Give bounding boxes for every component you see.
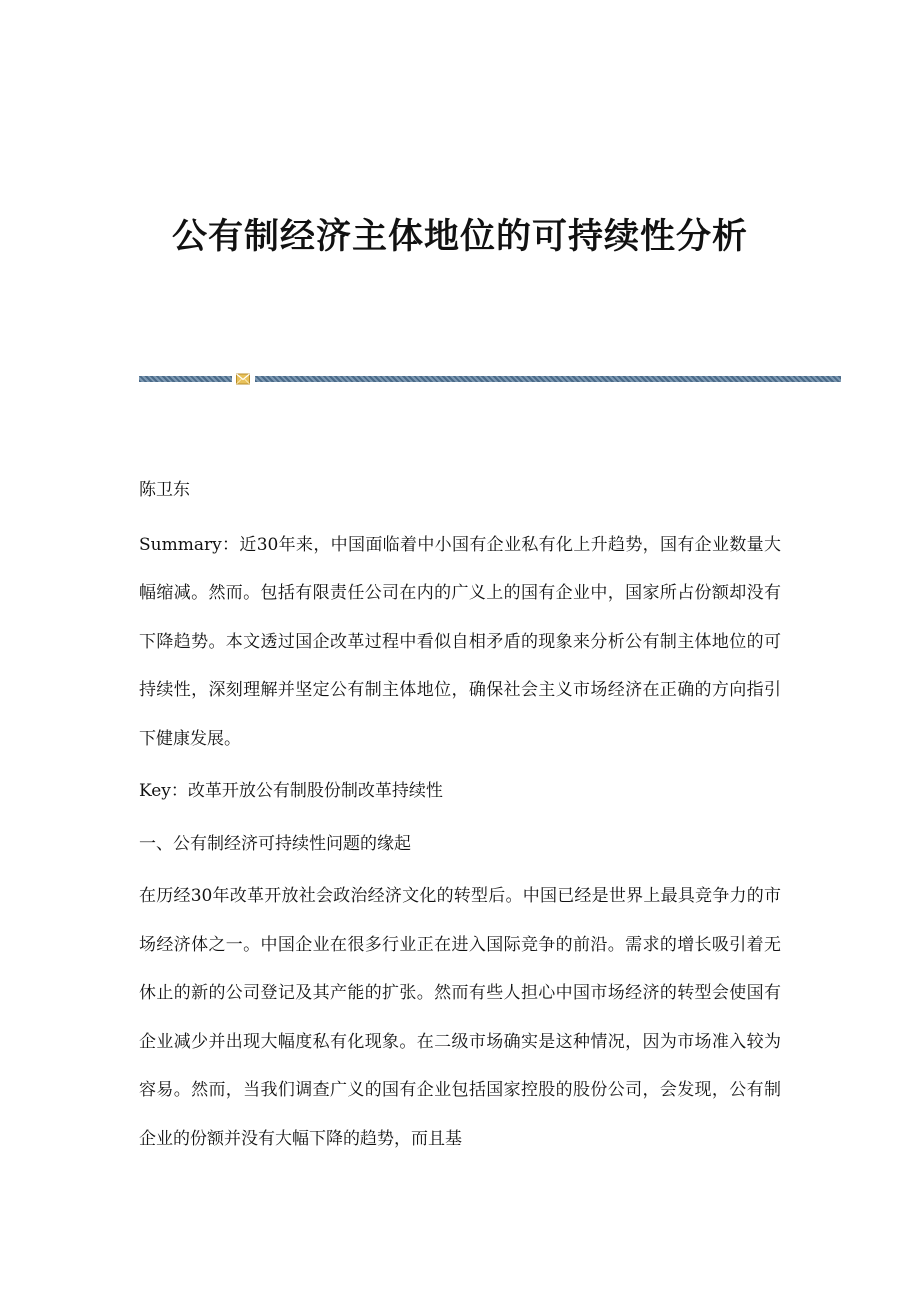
summary-paragraph: Summary：近30年来，中国面临着中小国有企业私有化上升趋势，国有企业数量大幅缩减。然而。包括有限责任公司在内的广义上的国有企业中，国家所占份额却没有下降趋势。本文透过国企改革过程中看似自相矛盾的现象来分析公有制主体地位的可持续性，深刻理解并坚定公有制主体地位，确保社会主义市场经济在正确的方向指引下健康发展。 [139, 534, 781, 749]
author-name: 陈卫东 [139, 480, 190, 500]
divider-bar-right [255, 376, 841, 382]
envelope-ornament-icon [236, 373, 250, 385]
divider-bar-left [139, 376, 232, 382]
section-heading: 一、公有制经济可持续性问题的缘起 [139, 833, 411, 854]
body-paragraph: 在历经30年改革开放社会政治经济文化的转型后。中国已经是世界上最具竞争力的市场经济体之一。中国企业在很多行业正在进入国际竞争的前沿。需求的增长吸引着无休止的新的公司登记及其产能的扩张。然而有些人担心中国市场经济的转型会使国有企业减少并出现大幅度私有化现象。在二级市场确实是这种情况，因为市场准入较为容易。然而，当我们调查广义的国有企业包括国家控股的股份公司，会发现，公有制企业的份额并没有大幅下降的趋势，而且基 [139, 886, 781, 1149]
document-body [139, 466, 781, 1167]
keywords-line: Key：改革开放公有制股份制改革持续性 [139, 781, 443, 801]
title-divider [139, 373, 841, 385]
document-title: 公有制经济主体地位的可持续性分析 [171, 216, 748, 257]
